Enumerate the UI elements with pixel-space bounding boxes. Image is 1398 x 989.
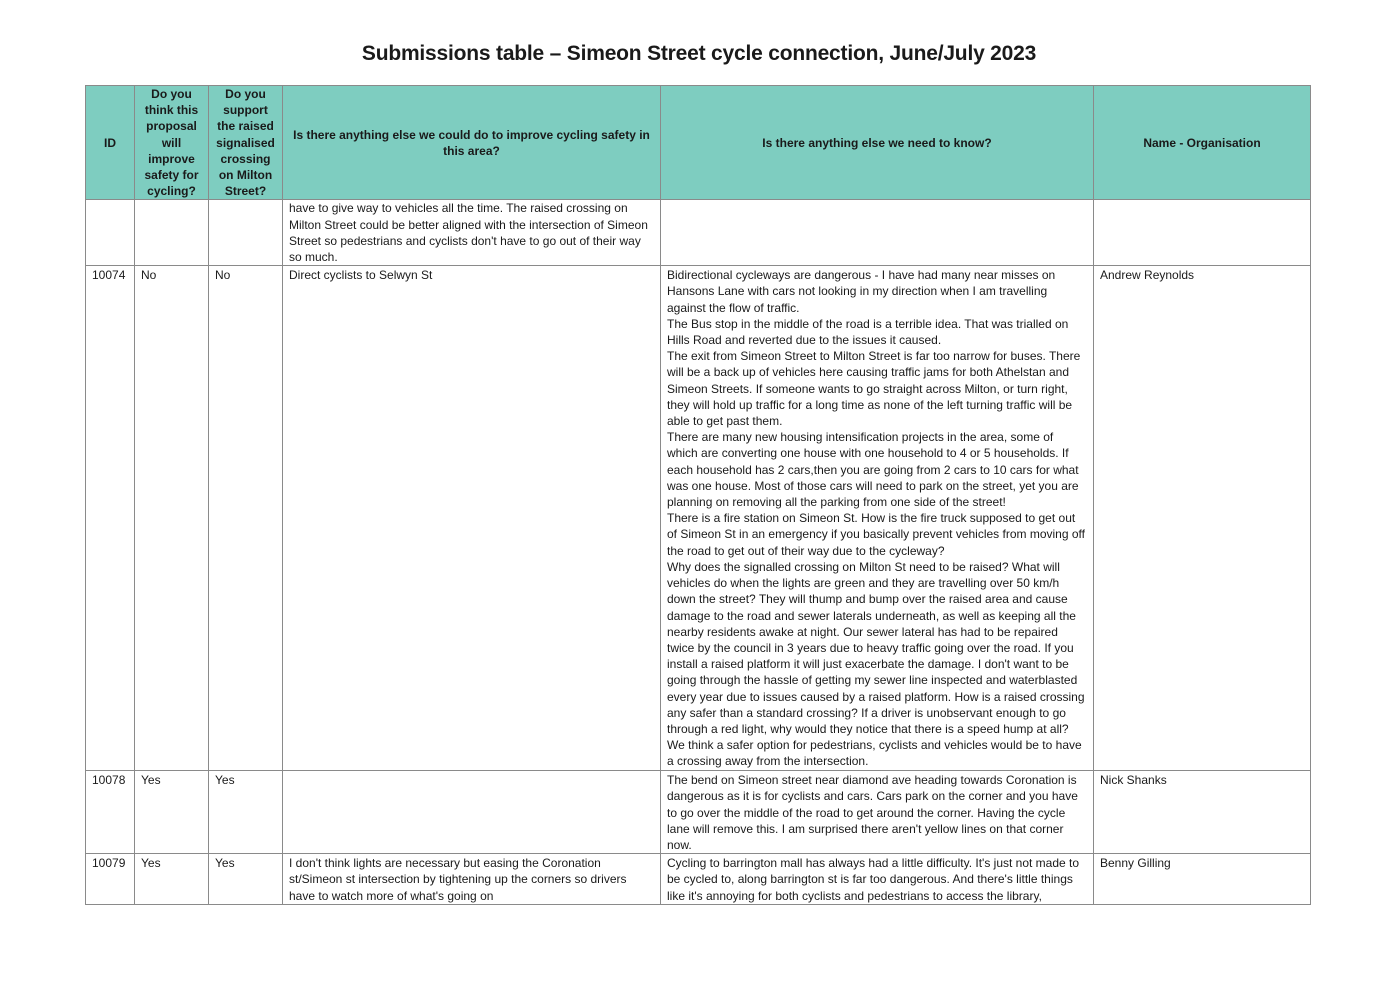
- cell-improve-safety: Yes: [135, 771, 209, 854]
- cell-anything-else-know: The bend on Simeon street near diamond ave heading towards Coronation is dangerous as it is for cyclists and cars. Cars park on the corner and you have to go over the middle of the road to get around the corner. Having the cycle lane will remove this. I am surprised there aren't yellow lines on that corner now.: [661, 771, 1094, 854]
- cell-id: [86, 200, 135, 266]
- cell-anything-else-know: Bidirectional cycleways are dangerous - I have had many near misses on Hansons Lane with cars not looking in my direction when I am travelling against the flow of traffic. The Bus stop in the middle of the road is a terrible idea. That was trialled on Hills Road and reverted due to the issues it caused. The exit from Simeon Street to Milton Street is far too narrow for buses. There will be a back up of vehicles here causing traffic jams for both Athelstan and Simeon Streets. If someone wants to go straight across Milton, or turn right, they will hold up traffic for a long time as none of the left turning traffic will be able to get past them. There are many new housing intensification projects in the area, some of which are converting one house with one household to 4 or 5 households. If each household has 2 cars,then you are going from 2 cars to 10 cars for what was one house. Most of those cars will need to park on the street, yet you are planning on removing all the parking from one side of the street! There is a fire station on Simeon St. How is the fire truck supposed to get out of Simeon St in an emergency if you basically prevent vehicles from moving off the road to get out of their way due to the cycleway? Why does the signalled crossing on Milton St need to be raised? What will vehicles do when the lights are green and they are travelling over 50 km/h down the street? They will thump and bump over the raised area and cause damage to the road and sewer laterals underneath, as well as keeping all the nearby residents awake at night. Our sewer lateral has had to be repaired twice by the council in 3 years due to heavy traffic going over the road. If you install a raised platform it will just exacerbate the damage. I don't want to be going through the hassle of getting my sewer line inspected and waterblasted every year due to issues caused by a raised platform. How is a raised crossing any safer than a standard crossing? If a driver is unobservant enough to go through a red light, why would they notice that there is a speed hump at all? We think a safer option for pedestrians, cyclists and vehicles would be to have a crossing away from the intersection.: [661, 266, 1094, 771]
- cell-id: 10078: [86, 771, 135, 854]
- cell-id: 10074: [86, 266, 135, 771]
- column-header-improve-safety: Do you think this proposal will improve safety for cycling?: [135, 86, 209, 200]
- cell-name-organisation: Andrew Reynolds: [1094, 266, 1311, 771]
- cell-anything-else-improve: have to give way to vehicles all the time. The raised crossing on Milton Street could be better aligned with the intersection of Simeon Street so pedestrians and cyclists don't have to go out of their way so much.: [283, 200, 661, 266]
- submissions-table: [85, 85, 1311, 905]
- column-header-anything-else-know: Is there anything else we need to know?: [661, 86, 1094, 200]
- cell-anything-else-improve: [283, 771, 661, 854]
- table-row: [86, 771, 1311, 854]
- table-row: [86, 266, 1311, 771]
- cell-support-crossing: Yes: [209, 854, 283, 905]
- cell-anything-else-improve: I don't think lights are necessary but easing the Coronation st/Simeon st intersection by tightening up the corners so drivers have to watch more of what's going on: [283, 854, 661, 905]
- column-header-name-organisation: Name - Organisation: [1094, 86, 1311, 200]
- cell-name-organisation: Benny Gilling: [1094, 854, 1311, 905]
- cell-anything-else-know: [661, 200, 1094, 266]
- cell-improve-safety: Yes: [135, 854, 209, 905]
- cell-improve-safety: No: [135, 266, 209, 771]
- column-header-id: ID: [86, 86, 135, 200]
- table-row: [86, 200, 1311, 266]
- table-header-row: [86, 86, 1311, 200]
- cell-support-crossing: No: [209, 266, 283, 771]
- column-header-anything-else-improve: Is there anything else we could do to improve cycling safety in this area?: [283, 86, 661, 200]
- cell-name-organisation: [1094, 200, 1311, 266]
- page-title: Submissions table – Simeon Street cycle connection, June/July 2023: [361, 42, 1037, 65]
- cell-id: 10079: [86, 854, 135, 905]
- cell-support-crossing: [209, 200, 283, 266]
- cell-support-crossing: Yes: [209, 771, 283, 854]
- table-row: [86, 854, 1311, 905]
- cell-anything-else-improve: Direct cyclists to Selwyn St: [283, 266, 661, 771]
- cell-name-organisation: Nick Shanks: [1094, 771, 1311, 854]
- cell-anything-else-know: Cycling to barrington mall has always had a little difficulty. It's just not made to be cycled to, along barrington st is far too dangerous. And there's little things like it's annoying for both cyclists and pedestrians to access the library,: [661, 854, 1094, 905]
- cell-improve-safety: [135, 200, 209, 266]
- column-header-support-crossing: Do you support the raised signalised crossing on Milton Street?: [209, 86, 283, 200]
